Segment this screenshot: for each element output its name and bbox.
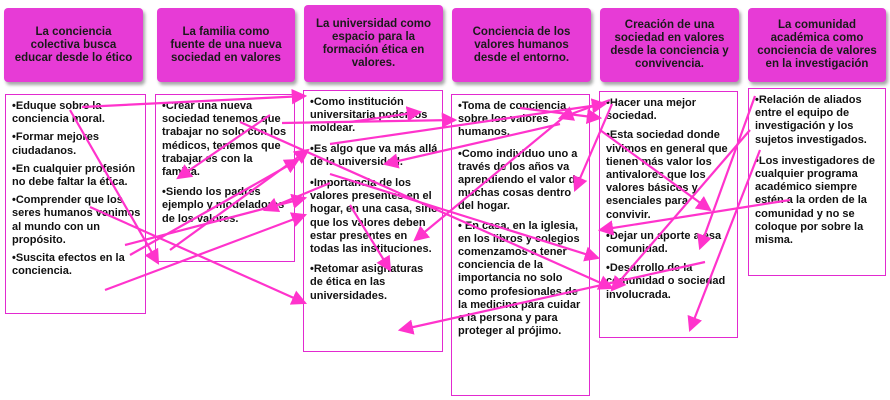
list-item: • Relación de aliados entre el equipo de investigación y los sujetos investigados. [755, 94, 881, 147]
content-box-col2 [155, 94, 295, 262]
list-item: • Toma de conciencia sobre los valores humanos. [458, 100, 585, 140]
list-item: • Los investigadores de cualquier programa académico siempre estén a la orden de la comunidad y no se coloque por sobre la misma. [755, 155, 881, 247]
content-box-col3 [303, 90, 443, 352]
content-box-col6 [748, 88, 886, 276]
list-item: • Como institución universitaria podemos moldear. [310, 96, 438, 136]
list-item: • Dejar un aporte a esa comunidad. [606, 230, 733, 256]
list-item: • Comprender que los seres humanos venimos al mundo con un propósito. [12, 194, 141, 247]
list-item: • Hacer una mejor sociedad. [606, 97, 733, 123]
header-col4: Conciencia de los valores humanos desde el entorno. [452, 8, 591, 82]
content-box-col5 [599, 91, 738, 338]
list-item: • Siendo los padres ejemplo y modeladores de los valores. [162, 186, 290, 226]
list-item: • Es algo que va más allá de la universidad. [310, 143, 438, 169]
header-col6: La comunidad académica como conciencia de valores en la investigación [748, 8, 886, 82]
list-item: • Formar mejores ciudadanos. [12, 131, 141, 157]
header-col3: La universidad como espacio para la formación ética en valores. [304, 5, 443, 82]
list-item: • Como individuo uno a través de los años va aprendiendo el valor de muchas cosas dentro del hogar. [458, 148, 585, 214]
list-item: • Retomar asignaturas de ética en las universidades. [310, 263, 438, 303]
list-item: • Esta sociedad donde vivimos en general que tienen más valor los antivalores que los valores básicos y esenciales para convivir. [606, 129, 733, 221]
list-item: • En cualquier profesión no debe faltar la ética. [12, 163, 141, 189]
header-col1: La conciencia colectiva busca educar desde lo ético [4, 8, 143, 82]
list-item: • Eduque sobre la conciencia moral. [12, 100, 141, 126]
list-item: • Desarrollo de la comunidad o sociedad involucrada. [606, 262, 733, 302]
header-col2: La familia como fuente de una nueva sociedad en valores [157, 8, 295, 82]
content-box-col1 [5, 94, 146, 314]
header-col5: Creación de una sociedad en valores desde la conciencia y convivencia. [600, 8, 739, 82]
list-item: • Suscita efectos en la conciencia. [12, 252, 141, 278]
list-item: • En casa, en la iglesia, en los libros y colegios comenzamos a tener conciencia de la importancia no solo como profesionales de la medicina para cuidar a la persona y para proteger al prójimo. [458, 220, 585, 339]
content-box-col4 [451, 94, 590, 396]
list-item: • Crear una nueva sociedad tenemos que trabajar no solo con los médicos, tenemos que trabajar es con la familia. [162, 100, 290, 179]
list-item: • Importancia de los valores presentes en el hogar, en una casa, sino que los valores deben estar presentes en todas las instituciones. [310, 177, 438, 256]
